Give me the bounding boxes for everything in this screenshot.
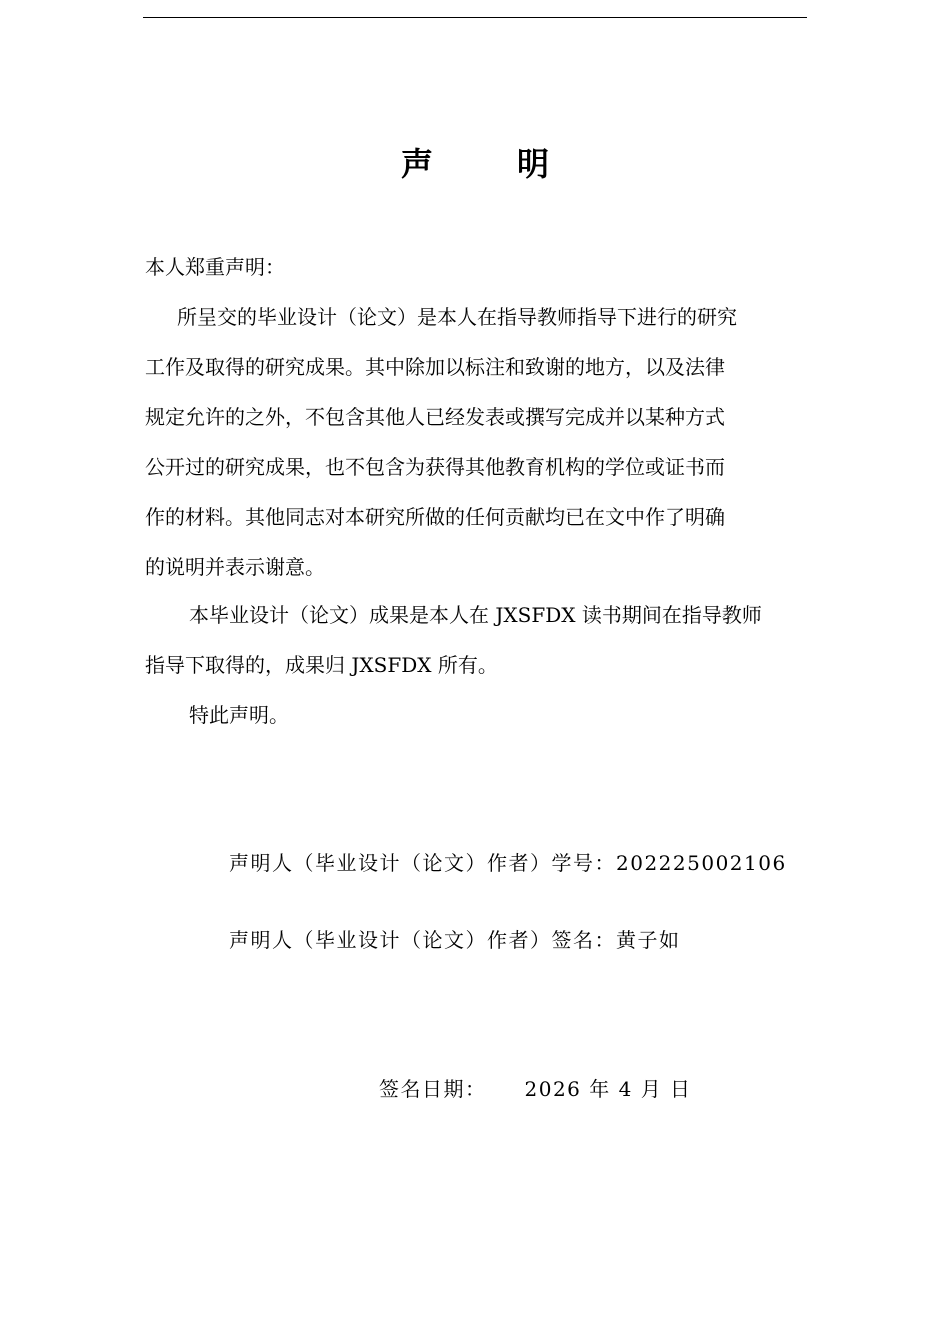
student-id-value: 202225002106 (616, 851, 787, 875)
intro-line: 本人郑重声明： (145, 255, 285, 279)
paragraph-2-line-2: 指导下取得的，成果归 JXSFDX 所有。 (145, 653, 498, 677)
paragraph-1-line-6: 的说明并表示谢意。 (145, 555, 325, 579)
paragraph-1-line-5: 作的材料。其他同志对本研究所做的任何贡献均已在文中作了明确 (145, 505, 725, 529)
date-value: 2026 年 4 月 日 (524, 1077, 692, 1101)
student-id-line (229, 848, 787, 878)
signature-value: 黄子如 (616, 928, 681, 952)
paragraph-1-line-1: 所呈交的毕业设计（论文）是本人在指导教师指导下进行的研究 (177, 305, 737, 329)
date-label: 签名日期： (379, 1077, 487, 1101)
paragraph-1-line-4: 公开过的研究成果，也不包含为获得其他教育机构的学位或证书而 (145, 455, 725, 479)
paragraph-1-line-2: 工作及取得的研究成果。其中除加以标注和致谢的地方，以及法律 (145, 355, 725, 379)
signature-line (229, 925, 681, 955)
declaration-paragraph-1 (145, 292, 807, 592)
student-id-label: 声明人（毕业设计（论文）作者）学号： (229, 851, 616, 875)
declaration-paragraph-2 (145, 590, 807, 690)
paragraph-2-line-1: 本毕业设计（论文）成果是本人在 JXSFDX 读书期间在指导教师 (189, 603, 762, 627)
closing-line: 特此声明。 (189, 703, 289, 727)
header-rule (143, 17, 807, 18)
paragraph-1-line-3: 规定允许的之外，不包含其他人已经发表或撰写完成并以某种方式 (145, 405, 725, 429)
signature-date-line (379, 1074, 692, 1104)
page-title: 声明 (400, 145, 633, 183)
signature-label: 声明人（毕业设计（论文）作者）签名： (229, 928, 616, 952)
